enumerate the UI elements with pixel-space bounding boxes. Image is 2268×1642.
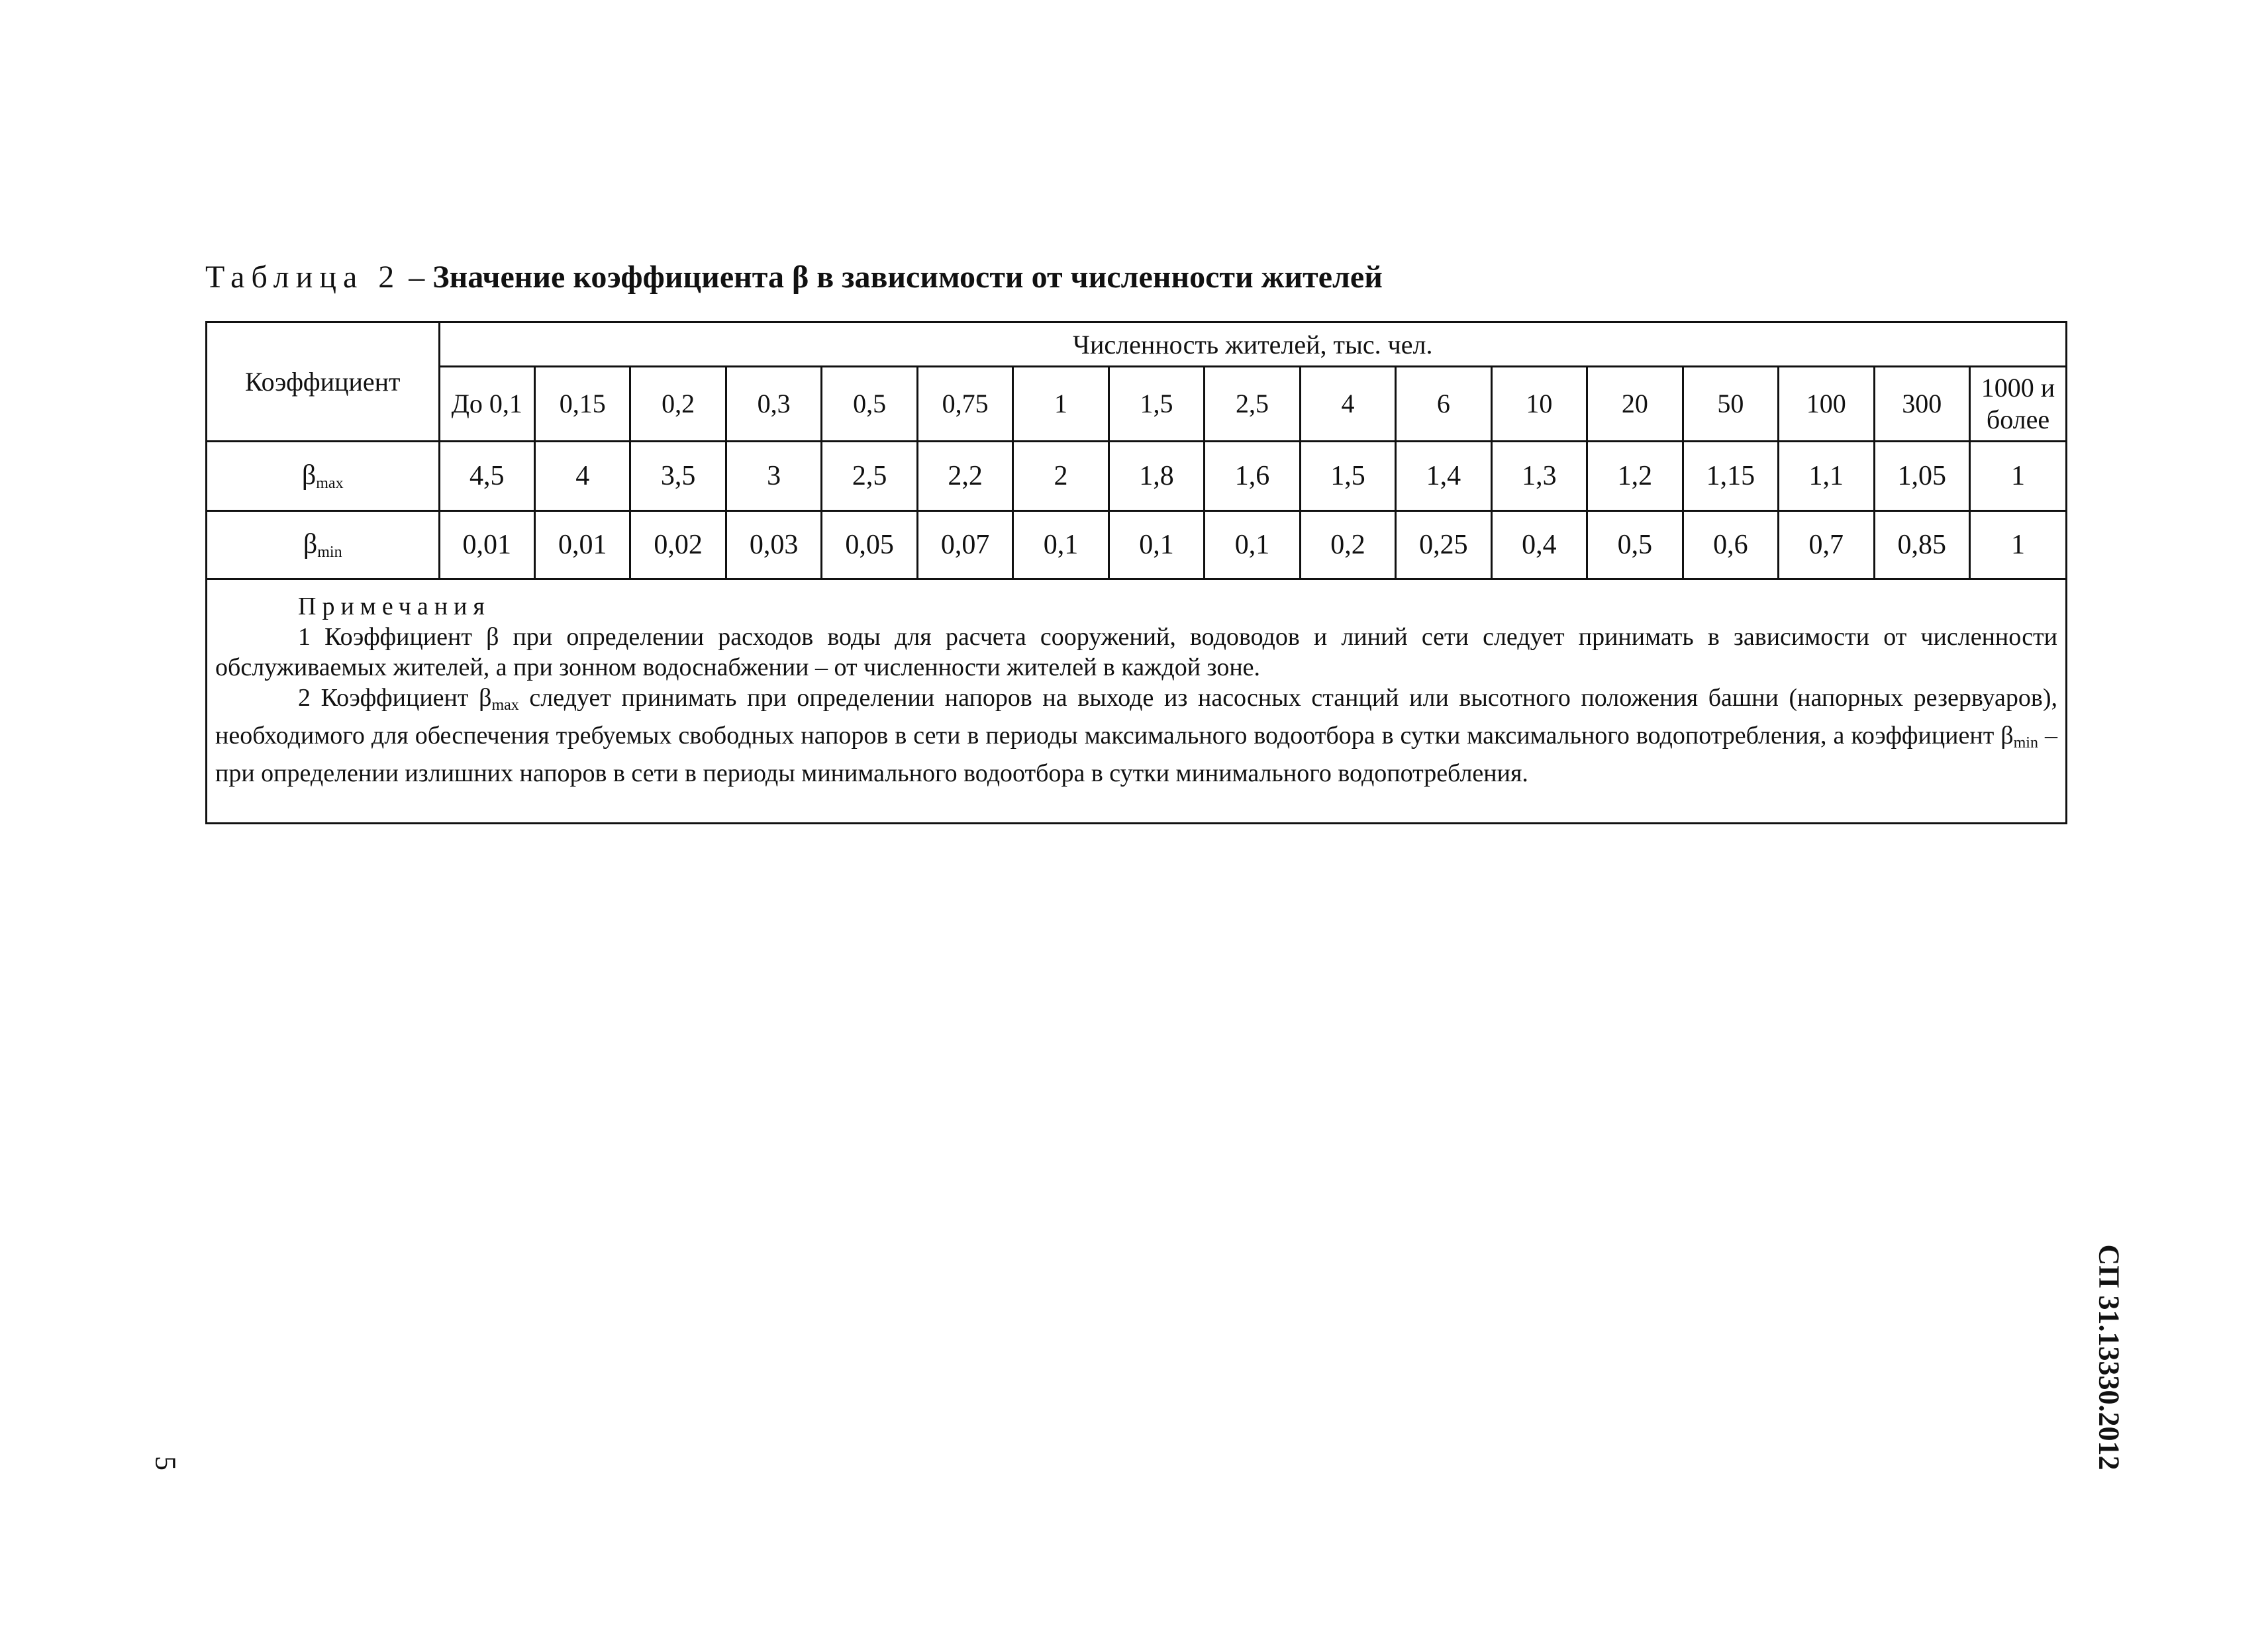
note-2: 2 Коэффициент $\beta_{max}$ следует принимать при определении напоров на выходе из насосных станций или высотного положения башни (напорных резервуаров), необходимого для обеспечения требуемых свободных напоров в сети в периоды максимального водоотбора в сутки максимального водопотребления, а коэффициент $\beta_{min}$ – при определении излишних напоров в сети в периоды минимального водоотбора в сутки минимального водопотребления.	[215, 684, 2057, 787]
table-cell: 3,5	[630, 442, 726, 511]
column-header: 1	[1013, 367, 1109, 442]
table-cell: 4	[534, 442, 630, 511]
column-header: 50	[1683, 367, 1778, 442]
table-cell: 1,1	[1779, 442, 1874, 511]
note-1: 1 Коэффициент β при определении расходов воды для расчета сооружений, водоводов и линий сети следует принимать в зависимости от численности обслуживаемых жителей, а при зонном водоснабжении – от численности жителей в каждой зоне.	[215, 623, 2057, 681]
row-subscript: max	[316, 475, 344, 492]
row-symbol: β	[301, 460, 317, 491]
table-cell: 0,01	[439, 511, 534, 579]
row-symbol: β	[303, 529, 318, 559]
table-cell: 0,1	[1013, 511, 1109, 579]
notes-title: Примечания	[298, 593, 491, 620]
table-cell: 2	[1013, 442, 1109, 511]
column-header: 2,5	[1205, 367, 1300, 442]
column-header: 10	[1491, 367, 1587, 442]
table-cell: 1,15	[1683, 442, 1778, 511]
column-header: 0,75	[917, 367, 1012, 442]
header-row-columns	[207, 367, 2065, 442]
table-caption-title: Значение коэффициента β в зависимости от численности жителей	[432, 260, 1383, 295]
table-cell: 0,07	[917, 511, 1012, 579]
table-cell: 2,2	[917, 442, 1012, 511]
coefficient-header: Коэффициент	[207, 323, 439, 442]
table-cell: 1,8	[1109, 442, 1204, 511]
row-subscript: min	[317, 544, 342, 561]
column-header: 1,5	[1109, 367, 1204, 442]
column-header: 0,15	[534, 367, 630, 442]
column-header: 4	[1300, 367, 1395, 442]
table-cell: 0,85	[1874, 511, 1969, 579]
table-frame	[205, 321, 2067, 824]
population-header: Численность жителей, тыс. чел.	[439, 323, 2065, 367]
header-row-top	[207, 323, 2065, 367]
table-caption	[205, 262, 1383, 293]
table-cell: 1,05	[1874, 442, 1969, 511]
column-header: 0,2	[630, 367, 726, 442]
table-cell: 0,1	[1205, 511, 1300, 579]
column-header: До 0,1	[439, 367, 534, 442]
table-caption-label: Таблица 2	[205, 260, 401, 295]
table-cell: 1	[1970, 511, 2066, 579]
table-cell: 0,03	[726, 511, 821, 579]
table-cell: 1,5	[1300, 442, 1395, 511]
document-code-text: СП 31.13330.2012	[2093, 1244, 2126, 1471]
table-cell: 0,6	[1683, 511, 1778, 579]
table-caption-dash: –	[401, 260, 433, 295]
table-row	[207, 442, 2065, 511]
table-cell: 1,6	[1205, 442, 1300, 511]
column-header: 6	[1396, 367, 1491, 442]
table-cell: 0,4	[1491, 511, 1587, 579]
column-header: 1000 и более	[1970, 367, 2066, 442]
page-number	[149, 1443, 182, 1483]
table-cell: 2,5	[822, 442, 917, 511]
table-row	[207, 511, 2065, 579]
document-code	[2086, 1245, 2132, 1470]
table-cell: 0,7	[1779, 511, 1874, 579]
table-cell: 0,5	[1587, 511, 1683, 579]
column-header: 100	[1779, 367, 1874, 442]
column-header: 20	[1587, 367, 1683, 442]
coefficient-table	[207, 323, 2065, 580]
table-cell: 0,05	[822, 511, 917, 579]
table-cell: 0,01	[534, 511, 630, 579]
table-cell: 3	[726, 442, 821, 511]
page-number-text: 5	[149, 1456, 182, 1471]
column-header: 0,5	[822, 367, 917, 442]
table-cell: 0,02	[630, 511, 726, 579]
table-cell: 0,1	[1109, 511, 1204, 579]
row-label	[207, 511, 439, 579]
table-cell: 1,3	[1491, 442, 1587, 511]
table-cell: 1	[1970, 442, 2066, 511]
table-cell: 1,2	[1587, 442, 1683, 511]
table-cell: 0,2	[1300, 511, 1395, 579]
column-header: 0,3	[726, 367, 821, 442]
table-cell: 1,4	[1396, 442, 1491, 511]
row-label	[207, 442, 439, 511]
column-header: 300	[1874, 367, 1969, 442]
notes-section	[215, 591, 2057, 789]
table-cell: 0,25	[1396, 511, 1491, 579]
table-cell: 4,5	[439, 442, 534, 511]
